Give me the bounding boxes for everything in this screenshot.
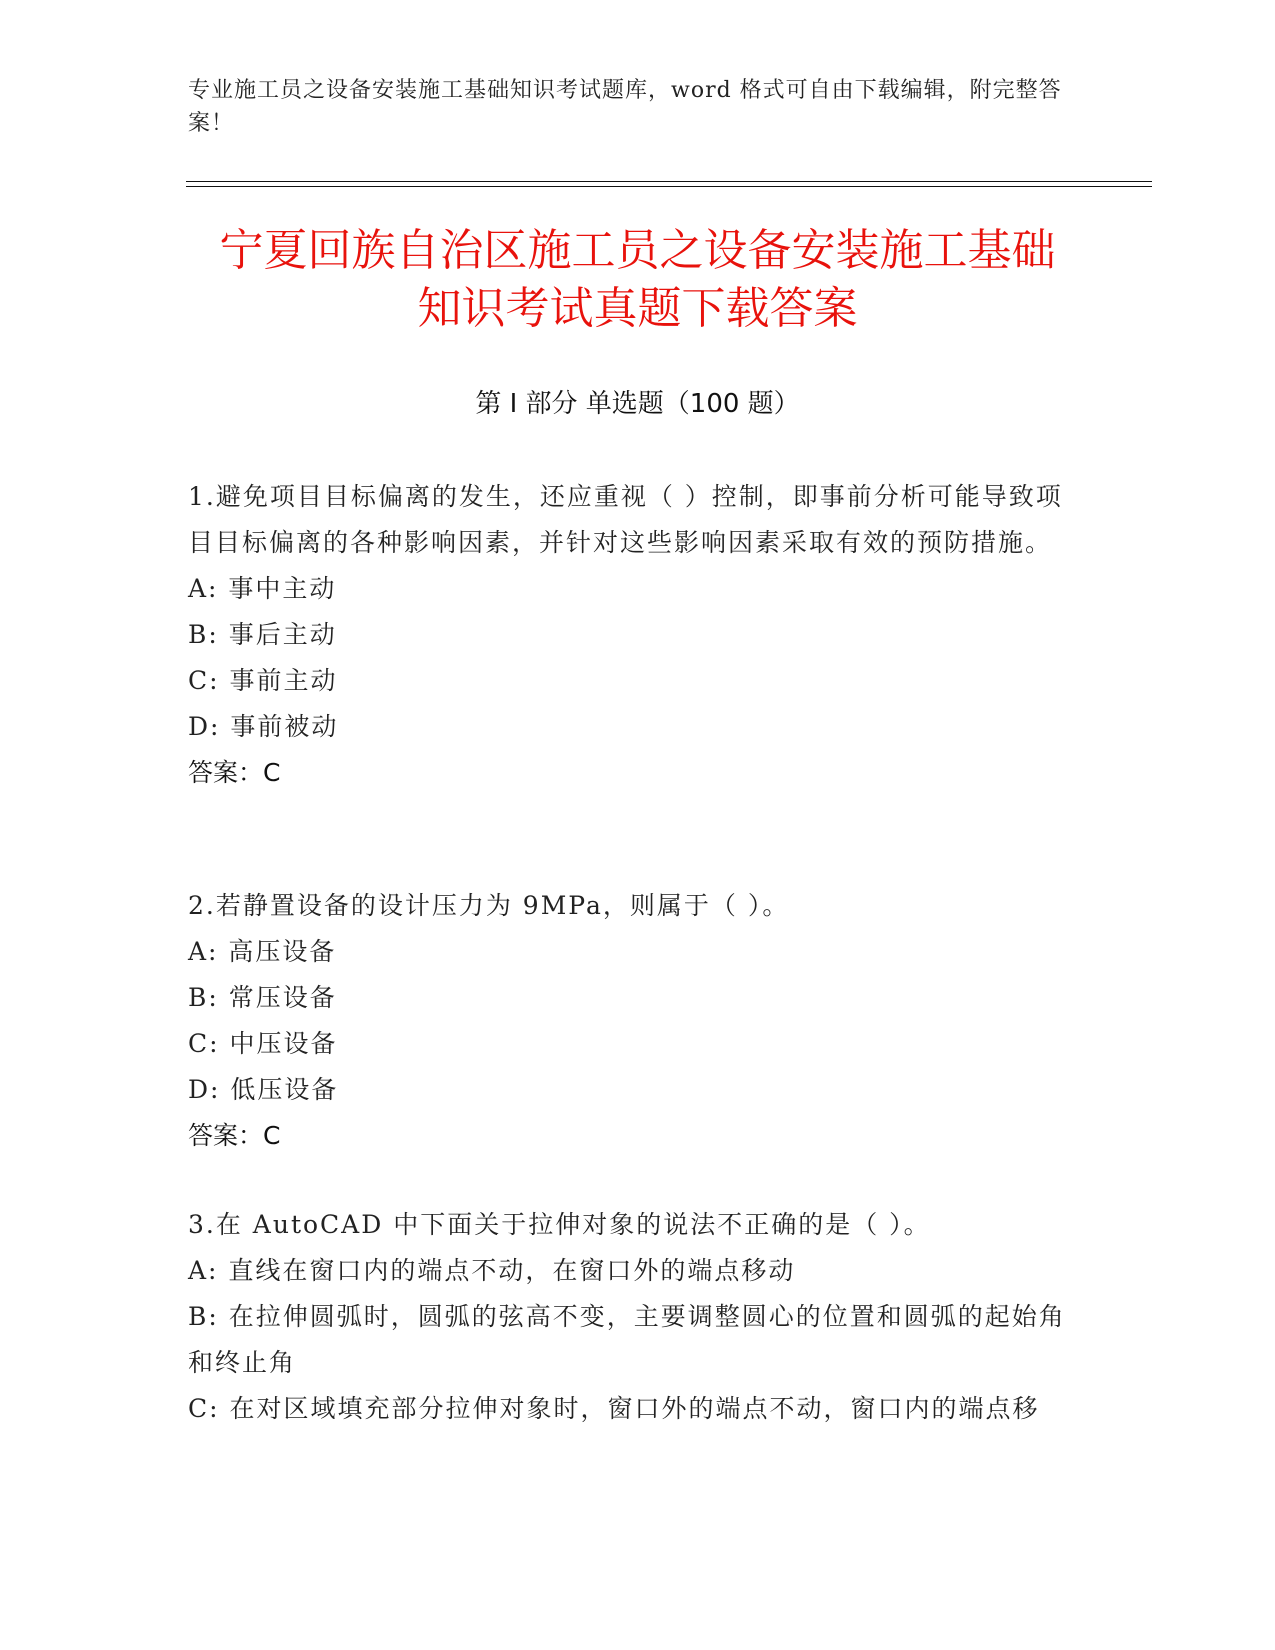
- question-stem: 1.避免项目目标偏离的发生，还应重视（ ）控制，即事前分析可能导致项目目标偏离的各种影响因素，并针对这些影响因素采取有效的预防措施。: [188, 482, 1063, 557]
- question-2: [188, 883, 1078, 1159]
- header-divider-bottom: [186, 186, 1152, 187]
- header-divider-top: [186, 181, 1152, 182]
- option-c: C: 在对区域填充部分拉伸对象时，窗口外的端点不动，窗口内的端点移: [188, 1394, 1040, 1423]
- document-title-line-2: 知识考试真题下载答案: [417, 283, 858, 334]
- option-d: D: 低压设备: [188, 1075, 339, 1104]
- option-b: B: 在拉伸圆弧时，圆弧的弦高不变，主要调整圆心的位置和圆弧的起始角和终止角: [188, 1302, 1066, 1377]
- option-c: C: 事前主动: [188, 666, 338, 695]
- option-d: D: 事前被动: [188, 712, 339, 741]
- question-stem: 3.在 AutoCAD 中下面关于拉伸对象的说法不正确的是（ ）。: [188, 1210, 931, 1239]
- answer: 答案：C: [188, 1121, 281, 1150]
- option-c: C: 中压设备: [188, 1029, 338, 1058]
- option-b: B: 常压设备: [188, 983, 337, 1012]
- answer: 答案：C: [188, 758, 281, 787]
- section-title: 第 I 部分 单选题（100 题）: [475, 389, 800, 419]
- option-b: B: 事后主动: [188, 620, 337, 649]
- option-a: A: 直线在窗口内的端点不动，在窗口外的端点移动: [188, 1256, 796, 1285]
- header-note: 专业施工员之设备安装施工基础知识考试题库，word 格式可自由下载编辑，附完整答案！: [188, 78, 1062, 136]
- question-stem: 2.若静置设备的设计压力为 9MPa，则属于（ ）。: [188, 891, 790, 920]
- option-a: A: 事中主动: [188, 574, 337, 603]
- document-title-line-1: 宁夏回族自治区施工员之设备安装施工基础: [219, 225, 1056, 276]
- question-3: [188, 1202, 1078, 1432]
- option-a: A: 高压设备: [188, 937, 337, 966]
- question-1: [188, 474, 1078, 796]
- document-title: [0, 222, 1275, 338]
